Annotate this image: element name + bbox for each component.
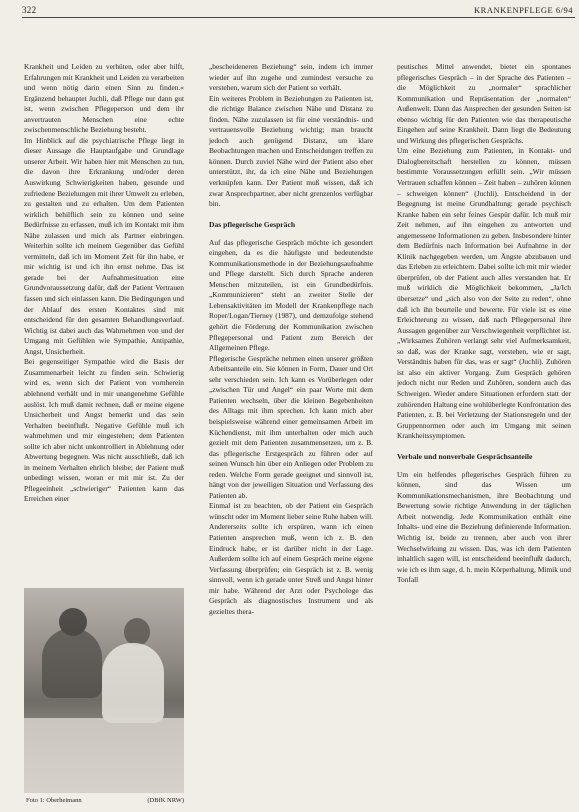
paragraph: Einmal ist zu beachten, ob der Patient ein Gespräch wünscht oder im Moment lieber seine Ruhe haben will. Andererseits sollte ich erspüren, wann ich einen Patienten ansprechen muß, wenn ich z. B. den Eindruck habe, er ist darüber nicht in der Lage. Außerdem sollte ich auf einem Gespräch meine eigene Verfassung überprüfen; ein Gespräch ist z. B. wenig sinnvoll, wenn ich gerade unter Streß und Angst hinter mir habe. Während der Arzt oder Psychologe das Gespräch als diagnostisches Instrument und als gezieltes thera- (209, 501, 373, 616)
paragraph: Ein weiteres Problem in Beziehungen zu Patienten ist, die richtige Balance zwischen Nähe und Distanz zu finden. Nähe zuzulassen ist für eine verständnis- und vertrauensvolle Beziehung wichtig; man braucht jedoch auch genügend Distanz, um klare Beobachtungen machen und Entscheidungen treffen zu können. Durch zuviel Nähe wird der Patient also eher unterstützt, ihr, da ich eine Nähe und Beziehungen verknüpfen kann. Der Patient muß wissen, daß ich zwar Ansprechpartner, aber nicht grenzenlos verfügbar bin. (209, 93, 373, 209)
photo-caption (26, 797, 184, 804)
section-heading: Verbale und nonverbale Gesprächsanteile (397, 451, 533, 461)
paragraph: Auf das pflegerische Gespräch möchte ich gesondert eingehen, da es die häufigste und bedeutendste Kommunikationsmethode in der Beziehungsaufnahme und Pflege darstellt. Sich durch Sprache anderen Menschen mitzuteilen, ist ein Grundbedürfnis. „Kommunizieren“ steht an zweiter Stelle der Lebensaktivitäten im Modell der Krankenpflege nach Roper/Logan/Tierney (1987), und demzufolge stehend gehört die Förderung der Kommunikation zwischen Pflegepersonal und Patient zum Bereich der Allgemeinen Pflege. (209, 237, 373, 353)
photo-credit: Foto 1: Oberheimann (26, 797, 82, 804)
journal-title: KRANKENPFLEGE 6/94 (474, 5, 573, 15)
paragraph: Um eine Beziehung zum Patienten, in Kontakt- und Dialogbereitschaft herstellen zu können, müssen bestimmte Voraussetzungen erfüllt sein. „Wir müssen Vertrauen schaffen können – Zeit haben – zuhören können – schweigen können“ (Juchli). Entscheidend in der Begegnung ist meine Grundhaltung: gerade psychisch Kranke haben ein sehr feines Gespür dafür. Ich muß mir Zeit nehmen, auf ihn eingehen zu antworten und angemessene Informationen zu geben. Insbesondere hinter dem Bedürfnis nach Information bei Aufnahme in der Klinik nachgegeben werden, um Ängste abzubauen und das Erleben zu erleichtern. Dabei sollte ich mit mir wieder überprüfen, ob der Patient auch alles verstanden hat. Er muß wirklich die Möglichkeit bekommen, „Ja/Ich übersetze“ und „sich also von der Seite zu reden“, ohne daß ich ihn beurteile und bewerte. Für viele ist es eine Erleichterung zu wissen, daß nach Pflegepersonal ihre Aussagen gegenüber zur Verschwiegenheit verpflichtet ist. „Wirksames Zuhören verlangt sehr viel Aufmerksamkeit, so daß, was der Kranke sagt, verstehen, wie er sagt, Verständnis haben für das, was er sagt“ (Juchli). Zuhören ist also ein aktiver Vorgang. Zum Gespräch gehören jedoch nicht nur Reden und Zuhören, sondern auch das Schweigen. Wieder andere Situationen erfordern statt der zuhörenden Haltung eine wohlüberlegte Konfrontation des Patienten, z. B. bei Verletzung der Stationsregeln und der Gruppennormen oder auch im Umgang mit seinen Krankheitssymptomen. (397, 146, 571, 441)
column-3 (397, 62, 571, 586)
paragraph: Um ein helfendes pflegerisches Gespräch führen zu können, sind das Wissen um Kommunikationsmechanismen, ihre Beobachtung und Bewertung sowie richtige Anwendung in der täglichen Arbeit notwendig. Jede Kommunikation enthält eine Inhalts- und eine die Beziehung definierende Information. Wichtig ist, beide zu trennen, aber auch von ihrer Wechselwirkung zu wissen. Das, was ich dem Patienten inhaltlich sagen will, ist entscheidend beeinflußt dadurch, wie ich es ihm sage, d. h. mein Körperhaltung, Mimik und Tonfall (397, 469, 571, 585)
paragraph: Im Hinblick auf die psychiatrische Pflege liegt in dieser Aussage die Hauptaufgabe und Grundlage unserer Arbeit. Wir haben hier mit Menschen zu tun, die davon ihre Erkrankung und/oder deren Auswirkung Schwierigkeiten haben, gesunde und zufriedene Beziehungen mit ihrer Umwelt zu erleben, zu gestalten und zu erhalten. Um dem Patienten wirklich behilflich sein zu können und seine Bedürfnisse zu erfassen, muß ich im Kontakt mit ihm Nähe zulassen und mich als Partner einbringen. Weiterhin sollte ich meinem Gegenüber das Gefühl vermitteln, daß ich im Moment Zeit für ihn habe, er mir wichtig ist und ich ihn ernst nehme. Das ist gerade bei der Aufnahmesituation eine Grundvoraussetzung dafür, daß der Patient Vertrauen fassen und sich einlassen kann. Die Bedingungen und der Ablauf des ersten Kontaktes sind mit entscheidend für den gesamten Behandlungsverlauf. Wichtig ist dabei auch das Wahrnehmen von und der Umgang mit Gefühlen wie Sympathie, Antipathie, Angst, Unsicherheit. (24, 135, 184, 356)
paragraph: Krankheit und Leiden zu verhüten, oder aber hilft, Erfahrungen mit Krankheit und Leiden zu verarbeiten und wenn nötig darin einen Sinn zu finden.« Ergänzend behauptet Juchli, daß Pflege nur dann gut ist, wenn zwischen Pflegeperson und dem ihr anvertrauten Menschen eine echte zwischenmenschliche Beziehung besteht. (24, 62, 184, 135)
section-heading: Das pflegerische Gespräch (209, 219, 296, 229)
paragraph: Pflegerische Gespräche nehmen einen unserer größten Arbeitsanteile ein. Sie können in Form, Dauer und Ort sehr verschieden sein. Ich kann es Vorüberlegen oder „zwischen Tür und Angel“ ein paar Worte mit dem Patienten wechseln, über die kleinen Begebenheiten des Alltags mit ihm sprechen. Ich kann mich aber beispielsweise während einer gemeinsamen Arbeit im Küchendienst, mit ihm unterhalten oder mich auch gezielt mit dem Patienten zusammensetzen, um z. B. das pflegerische Erstgespräch zu führen oder auf seinen Wunsch hin über ein Anliegen oder Problem zu reden. Welche Form gerade geeignet und sinnvoll ist, hängt von der jeweiligen Situation und Verfassung des Patienten ab. (209, 353, 373, 500)
paragraph: Bei gegenseitiger Sympathie wird die Basis der Zusammenarbeit leicht zu finden sein. Schwierig wird es, wenn sich der Patient von vornherein ablehnend verhält und in mir unangenehme Gefühle auslöst. Ich muß damit rechnen, daß er meine eigene Unsicherheit und Angst bemerkt und das sein Verhalten beeinflußt. Negative Gefühle muß ich wahrnehmen und mir eingestehen; dem Patienten sollte ich aber nicht unkontrolliert in Ablehnung oder Abwertung begegnen. Was nicht ausschließt, daß ich in meinem Verhalten ehrlich bleibe; der Patient muß unbedingt wissen, woran er mit mir ist. Zu der Pflegeeinheit „schwieriger“ Patienten kann das Erreichen einer (24, 357, 184, 504)
photo-nurse-and-patient (24, 588, 184, 793)
header-rule (22, 17, 575, 18)
paragraph: peutisches Mittel anwendet, bietet ein spontanes pflegerisches Gespräch – in der Sprache des Patienten – die Möglichkeit zu „normaler“ sprachlicher Kommunikation und Repräsentation der „normalen“ Außenwelt. Dann das Ansprechen der gesunden Seiten ist ebenso wichtig für den Patienten wie das therapeutische Eingehen auf seine Krankheit. Dann liegt die Bedeutung und Wirkung des pflegerischen Gesprächs. (397, 62, 571, 145)
page-number: 322 (22, 5, 37, 15)
column-2 (209, 62, 373, 617)
photo-source: (DBfK NRW) (147, 797, 184, 804)
paragraph: „bescheideneren Beziehung“ sein, indem ich immer wieder auf ihn zugehe und zumindest versuche zu verstehen, warum sich der Patient so verhält. (209, 62, 373, 93)
column-1 (24, 62, 184, 505)
